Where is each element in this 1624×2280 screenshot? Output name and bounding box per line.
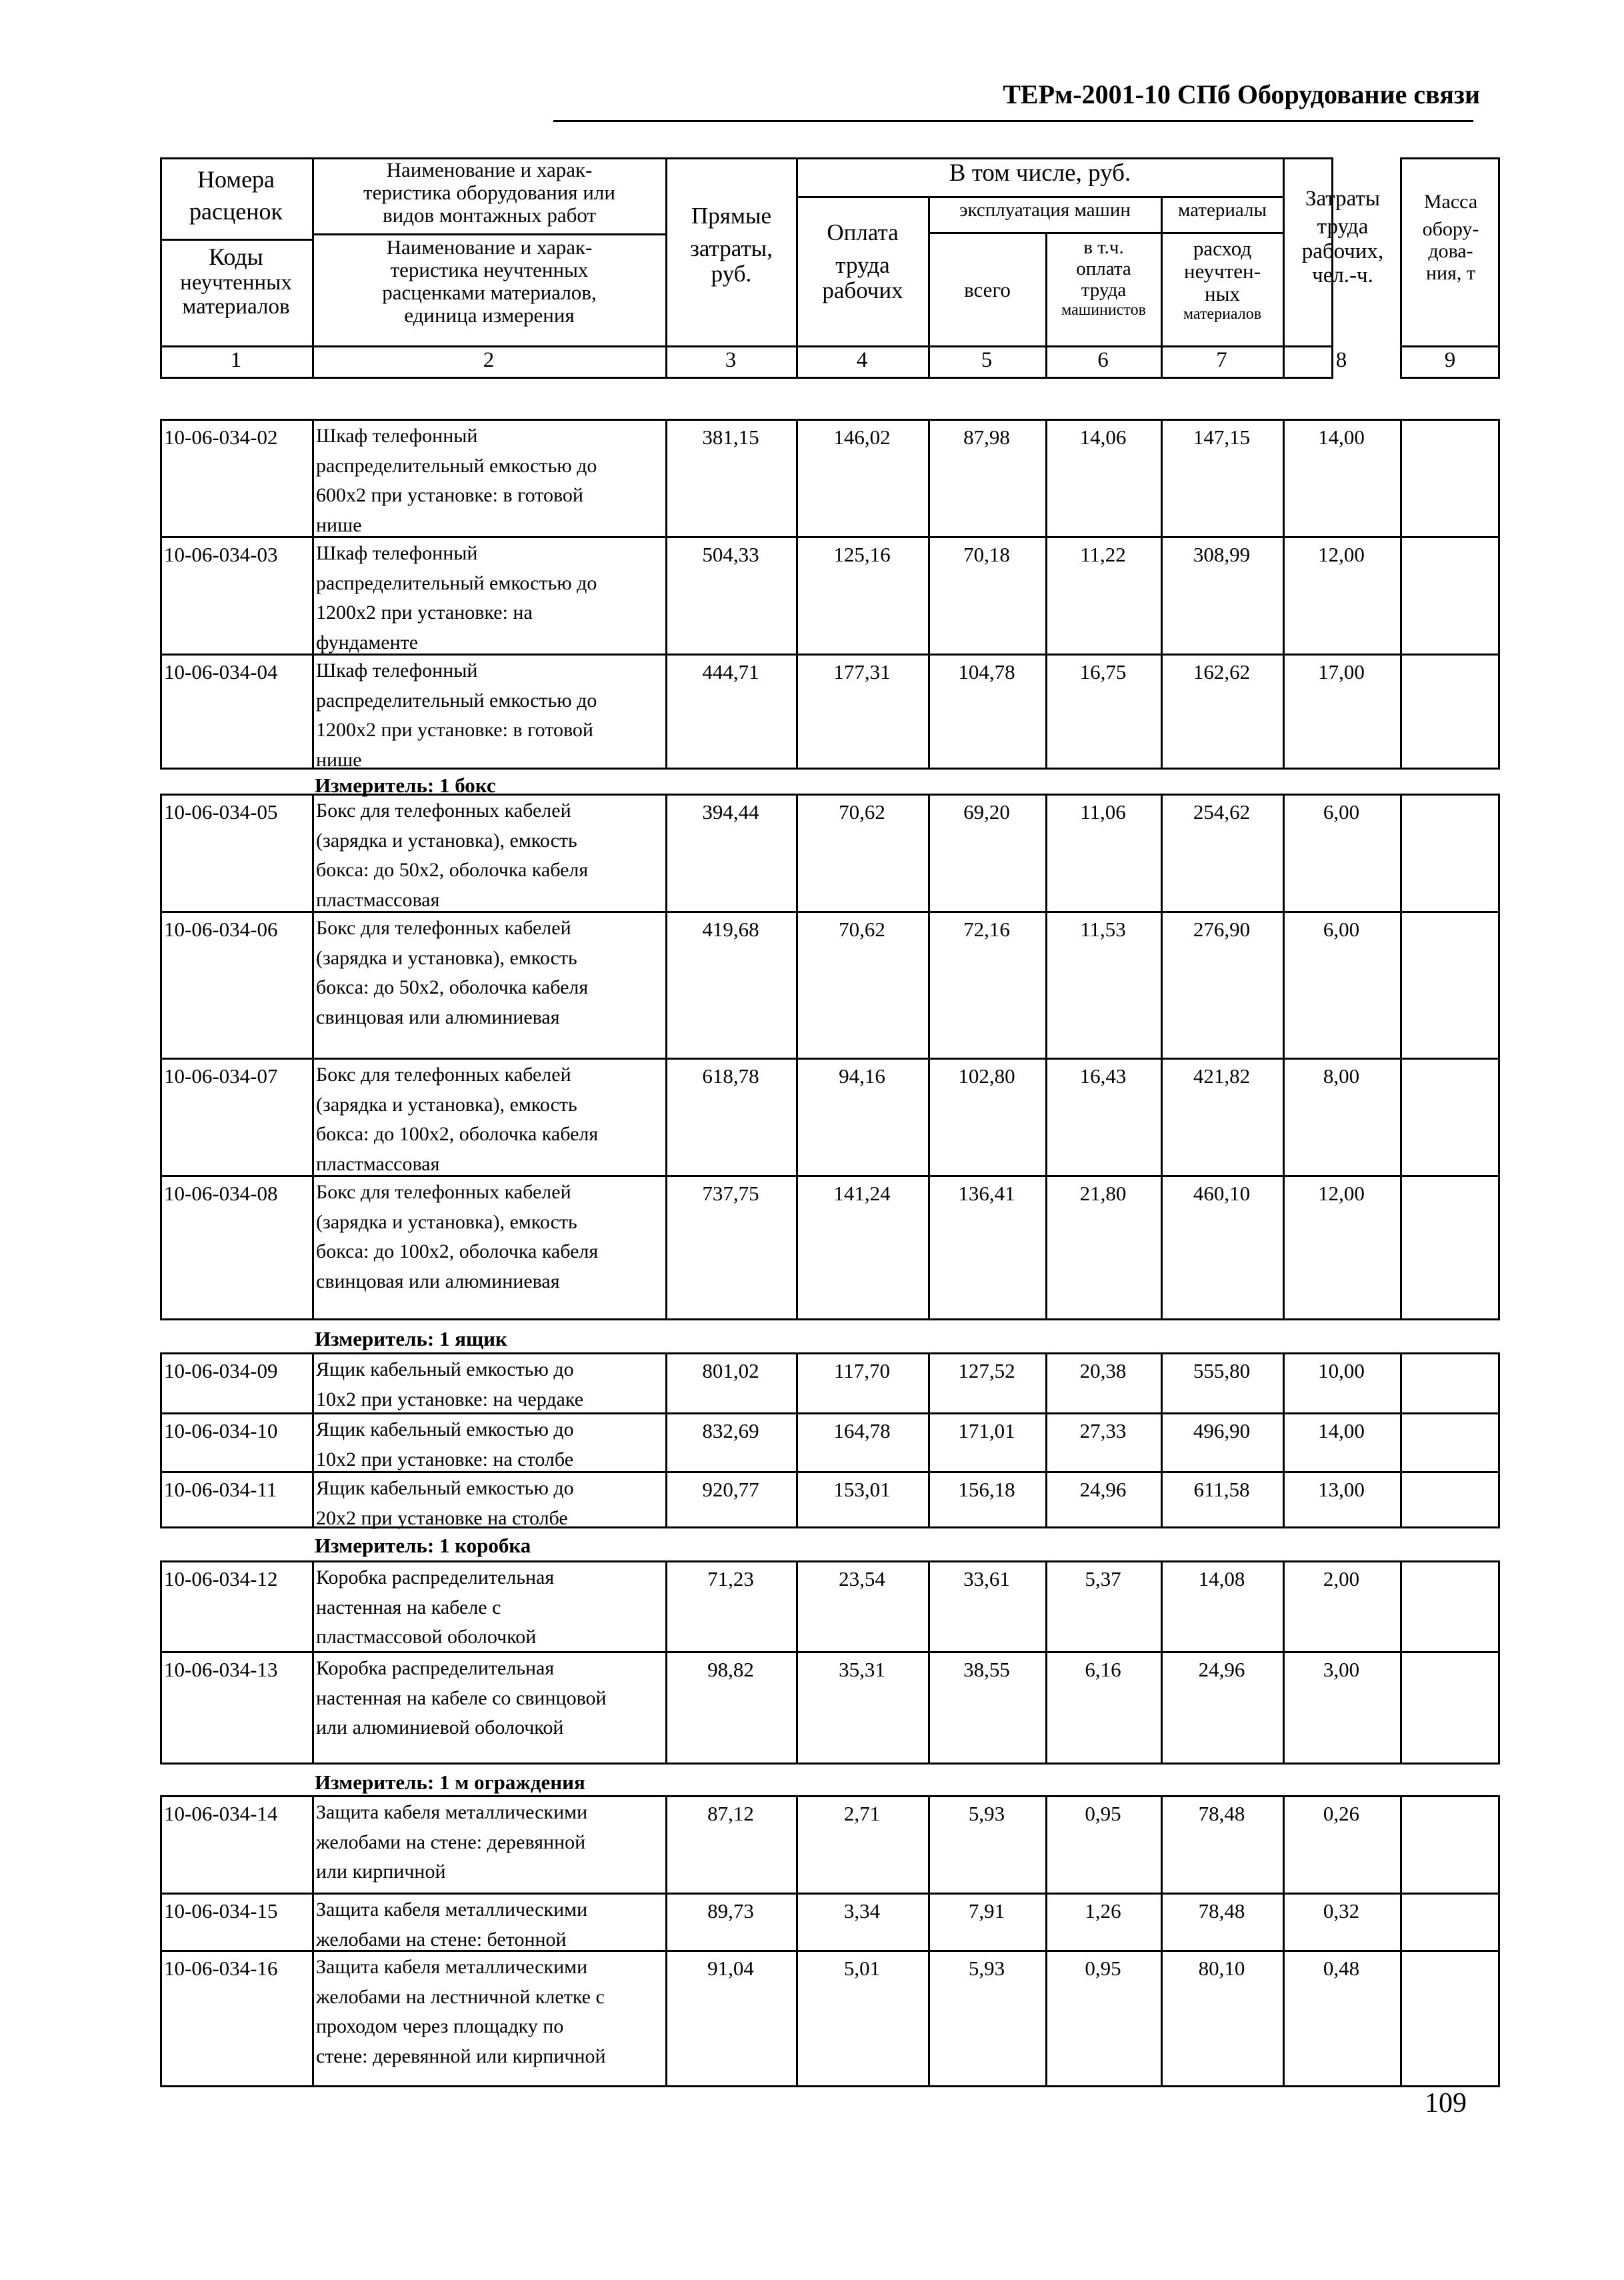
page-number: 109 (1425, 2088, 1467, 2119)
measure-label: Измеритель: 1 м ограждения (315, 1771, 585, 1794)
description-line: нише (316, 513, 362, 536)
divider (312, 794, 314, 1320)
rate-code: 10-06-034-09 (164, 1359, 278, 1382)
description-line: распределительный емкостью до (316, 689, 597, 712)
description-line: Бокс для телефонных кабелей (316, 917, 571, 939)
labor-hours: 12,00 (1318, 1182, 1365, 1205)
materials: 78,48 (1198, 1802, 1245, 1825)
divider (312, 1560, 314, 1765)
description-line: 1200х2 при установке: на (316, 602, 533, 624)
col-label: неучтен- (1184, 259, 1261, 283)
work-description (316, 421, 663, 540)
direct-cost: 87,12 (707, 1802, 754, 1825)
materials: 147,15 (1193, 425, 1251, 449)
labor-hours: 14,00 (1318, 1419, 1365, 1442)
divider (1400, 1560, 1402, 1765)
col-label: руб. (711, 261, 752, 287)
col-label: чел.-ч. (1312, 263, 1373, 287)
machinist-pay: 11,06 (1080, 800, 1126, 824)
labor-pay: 2,71 (843, 1802, 881, 1825)
description-line: Защита кабеля металлическими (316, 1956, 588, 1978)
divider (1400, 794, 1402, 1320)
machine-total: 5,93 (968, 1957, 1005, 1980)
description-line: 10х2 при установке: на чердаке (316, 1388, 584, 1410)
col-label: обору- (1422, 218, 1479, 240)
divider (1400, 345, 1500, 347)
machine-total: 72,16 (963, 918, 1010, 941)
rate-code: 10-06-034-05 (164, 800, 278, 824)
work-description (316, 1415, 663, 1474)
divider (796, 1795, 798, 2087)
description-line: Ящик кабельный емкостью до (316, 1477, 574, 1499)
col-label: расценок (189, 197, 283, 225)
rate-code: 10-06-034-07 (164, 1064, 278, 1088)
divider (312, 1352, 314, 1528)
work-description (316, 1654, 663, 1743)
divider (665, 1795, 667, 2087)
materials: 308,99 (1193, 543, 1251, 566)
divider (796, 419, 798, 770)
materials: 24,96 (1198, 1658, 1245, 1681)
col-label: теристика оборудования или (363, 181, 615, 205)
divider (1045, 419, 1047, 770)
rate-code: 10-06-034-16 (164, 1957, 278, 1980)
direct-cost: 444,71 (702, 660, 759, 684)
divider (928, 419, 930, 770)
col-label: ных (1205, 282, 1240, 306)
machine-total: 69,20 (963, 800, 1010, 824)
divider (665, 419, 667, 770)
labor-pay: 125,16 (833, 543, 891, 566)
machine-total: 38,55 (963, 1658, 1010, 1681)
divider (796, 794, 798, 1320)
labor-hours: 14,00 (1318, 425, 1365, 449)
machine-total: 156,18 (958, 1478, 1015, 1501)
divider (1400, 1795, 1402, 2087)
description-line: Коробка распределительная (316, 1566, 555, 1588)
work-description (316, 1060, 663, 1179)
description-line: пластмассовая (316, 888, 440, 911)
labor-pay: 70,62 (839, 800, 885, 824)
direct-cost: 504,33 (702, 543, 759, 566)
materials: 80,10 (1198, 1957, 1245, 1980)
work-description (316, 914, 663, 1032)
divider (1283, 419, 1285, 770)
col-label: рабочих, (1301, 239, 1384, 263)
description-line: Ящик кабельный емкостью до (316, 1358, 574, 1380)
divider (1283, 1795, 1285, 2087)
machine-total: 171,01 (958, 1419, 1015, 1442)
description-line: желобами на лестничной клетке с (316, 1985, 605, 2008)
description-line: бокса: до 50х2, оболочка кабеля (316, 859, 589, 881)
col-number: 1 (230, 348, 242, 372)
col-label: машинистов (1061, 301, 1146, 319)
description-line: 1200х2 при установке: в готовой (316, 719, 593, 741)
description-line: фундаменте (316, 631, 419, 654)
col-number: 2 (483, 348, 495, 372)
direct-cost: 89,73 (707, 1899, 754, 1923)
description-line: 20х2 при установке на столбе (316, 1506, 568, 1529)
divider (160, 239, 312, 241)
group-label: В том числе, руб. (949, 159, 1131, 187)
col-number: 6 (1097, 348, 1109, 372)
rate-code: 10-06-034-04 (164, 660, 278, 684)
col-label: оплата (1076, 257, 1131, 279)
labor-pay: 177,31 (833, 660, 891, 684)
labor-hours: 12,00 (1318, 543, 1365, 566)
description-line: бокса: до 100х2, оболочка кабеля (316, 1240, 599, 1262)
machine-total: 33,61 (963, 1567, 1010, 1590)
col-label: труда (1317, 215, 1369, 239)
direct-cost: 394,44 (702, 800, 759, 824)
rate-code: 10-06-034-15 (164, 1899, 278, 1923)
description-line: Бокс для телефонных кабелей (316, 1064, 571, 1086)
machinist-pay: 14,06 (1079, 425, 1127, 449)
col-label: расценками материалов, (382, 281, 597, 305)
work-description (316, 1798, 663, 1887)
measure-label: Измеритель: 1 коробка (315, 1534, 531, 1557)
description-line: Ящик кабельный емкостью до (316, 1418, 574, 1440)
col-label: расход (1193, 237, 1252, 260)
direct-cost: 618,78 (702, 1064, 759, 1088)
description-line: стене: деревянной или кирпичной (316, 2045, 606, 2067)
col-number: 9 (1444, 348, 1456, 372)
work-description (316, 1474, 663, 1533)
col4 (797, 220, 928, 304)
col6 (1047, 237, 1161, 319)
col-label: Прямые (691, 203, 772, 229)
labor-hours: 10,00 (1318, 1359, 1365, 1382)
direct-cost: 71,23 (707, 1567, 754, 1590)
machine-total: 102,80 (958, 1064, 1015, 1088)
direct-cost: 98,82 (707, 1658, 754, 1681)
description-line: или алюминиевой оболочкой (316, 1717, 564, 1739)
work-description (316, 1178, 663, 1296)
description-line: 10х2 при установке: на столбе (316, 1448, 574, 1470)
col-label: Масса (1423, 191, 1478, 213)
machinist-pay: 5,37 (1085, 1567, 1121, 1590)
direct-cost: 91,04 (707, 1957, 754, 1980)
description-line: или кирпичной (316, 1861, 446, 1883)
materials: 555,80 (1193, 1359, 1251, 1382)
materials: 162,62 (1193, 660, 1251, 684)
description-line: проходом через площадку по (316, 2015, 564, 2037)
direct-cost: 419,68 (702, 918, 759, 941)
labor-hours: 0,26 (1323, 1802, 1360, 1825)
col-label: Коды (209, 243, 263, 270)
description-line: (зарядка и установка), емкость (316, 829, 577, 852)
description-line: Бокс для телефонных кабелей (316, 1181, 571, 1203)
col-label: дова- (1428, 240, 1473, 262)
direct-cost: 920,77 (702, 1478, 759, 1501)
labor-pay: 3,34 (843, 1899, 881, 1923)
materials: 421,82 (1193, 1064, 1251, 1088)
divider (160, 1893, 1500, 1895)
description-line: распределительный емкостью до (316, 572, 597, 594)
rate-code: 10-06-034-13 (164, 1658, 278, 1681)
labor-pay: 70,62 (839, 918, 885, 941)
col-label: труда (835, 251, 890, 278)
description-line: Коробка распределительная (316, 1657, 555, 1679)
machine-total: 104,78 (958, 660, 1015, 684)
col2-bottom (313, 236, 665, 327)
machinist-pay: 11,53 (1080, 918, 1126, 941)
description-line: свинцовая или алюминиевая (316, 1006, 560, 1028)
col-number: 5 (981, 348, 993, 372)
labor-pay: 5,01 (843, 1957, 881, 1980)
machine-total: 70,18 (963, 543, 1010, 566)
rate-code: 10-06-034-10 (164, 1419, 278, 1442)
description-line: Бокс для телефонных кабелей (316, 800, 571, 822)
direct-cost: 737,75 (702, 1182, 759, 1205)
col5: всего (964, 278, 1011, 301)
col-label: затраты, (690, 235, 773, 261)
col8 (1285, 187, 1400, 287)
direct-cost: 381,15 (702, 425, 759, 449)
labor-hours: 13,00 (1318, 1478, 1365, 1501)
col2-top (313, 159, 665, 227)
description-line: пластмассовая (316, 1152, 440, 1175)
divider (1283, 794, 1285, 1320)
divider (1161, 1795, 1163, 2087)
work-description (316, 1563, 663, 1652)
col-label: ния, т (1425, 262, 1476, 284)
labor-hours: 8,00 (1323, 1064, 1360, 1088)
description-line: Шкаф телефонный (316, 660, 478, 682)
materials: 496,90 (1193, 1419, 1251, 1442)
col-label: Наименование и харак- (386, 235, 593, 259)
col-label: материалов (182, 294, 290, 319)
divider (160, 345, 1333, 347)
col-label: единица измерения (404, 303, 575, 327)
description-line: 600х2 при установке: в готовой (316, 484, 583, 506)
divider (1161, 794, 1163, 1320)
col7 (1162, 237, 1283, 323)
description-line: Защита кабеля металлическими (316, 1801, 588, 1823)
divider (665, 794, 667, 1320)
col-label: видов монтажных работ (382, 203, 597, 227)
materials: 14,08 (1198, 1567, 1245, 1590)
machinist-pay: 0,95 (1085, 1802, 1121, 1825)
machinist-pay: 21,80 (1079, 1182, 1127, 1205)
measure-label: Измеритель: 1 бокс (315, 774, 496, 797)
direct-cost: 801,02 (702, 1359, 759, 1382)
direct-cost: 832,69 (702, 1419, 759, 1442)
description-line: бокса: до 50х2, оболочка кабеля (316, 976, 589, 998)
col-label: Наименование и харак- (386, 158, 593, 181)
labor-pay: 35,31 (839, 1658, 885, 1681)
col-label: Номера (197, 166, 275, 193)
labor-hours: 0,48 (1323, 1957, 1360, 1980)
work-description (316, 796, 663, 915)
divider (160, 1058, 1500, 1060)
machinist-pay: 24,96 (1079, 1478, 1127, 1501)
work-description (316, 1895, 663, 1955)
labor-hours: 3,00 (1323, 1658, 1360, 1681)
machinist-pay: 16,43 (1079, 1064, 1127, 1088)
description-line: настенная на кабеле с (316, 1596, 501, 1618)
machinist-pay: 11,22 (1080, 543, 1126, 566)
col-number: 8 (1335, 348, 1347, 372)
labor-hours: 6,00 (1323, 918, 1360, 941)
machinist-pay: 6,16 (1085, 1658, 1121, 1681)
materials: 460,10 (1193, 1182, 1251, 1205)
col9 (1401, 191, 1500, 284)
machinist-pay: 16,75 (1079, 660, 1127, 684)
description-line: Защита кабеля металлическими (316, 1899, 588, 1921)
divider (928, 794, 930, 1320)
divider (1045, 1795, 1047, 2087)
rate-code: 10-06-034-12 (164, 1567, 278, 1590)
description-line: Шкаф телефонный (316, 542, 478, 564)
measure-label: Измеритель: 1 ящик (315, 1327, 507, 1350)
col-number: 3 (725, 348, 737, 372)
col-label: в т.ч. (1083, 237, 1124, 258)
description-line: (зарядка и установка), емкость (316, 1093, 577, 1116)
col1-top (160, 167, 312, 225)
labor-pay: 94,16 (839, 1064, 885, 1088)
exp-label: эксплуатация машин (959, 199, 1131, 221)
col-label: труда (1081, 279, 1127, 301)
divider (928, 1795, 930, 2087)
machine-total: 127,52 (958, 1359, 1015, 1382)
labor-pay: 146,02 (833, 425, 891, 449)
description-line: желобами на стене: бетонной (316, 1928, 567, 1951)
labor-pay: 117,70 (833, 1359, 891, 1382)
labor-hours: 2,00 (1323, 1567, 1360, 1590)
divider (1400, 419, 1402, 770)
description-line: Шкаф телефонный (316, 425, 478, 447)
mat-label: материалы (1178, 199, 1267, 221)
col1-bottom (160, 244, 312, 319)
divider (1400, 1352, 1402, 1528)
divider (312, 1795, 314, 2087)
machinist-pay: 1,26 (1085, 1899, 1121, 1923)
description-line: свинцовая или алюминиевая (316, 1270, 560, 1292)
rate-code: 10-06-034-06 (164, 918, 278, 941)
machinist-pay: 27,33 (1079, 1419, 1127, 1442)
rate-code: 10-06-034-02 (164, 425, 278, 449)
machine-total: 136,41 (958, 1182, 1015, 1205)
labor-pay: 153,01 (833, 1478, 891, 1501)
labor-pay: 164,78 (833, 1419, 891, 1442)
document-title: ТЕРм-2001-10 СПб Оборудование связи (1003, 79, 1480, 109)
labor-hours: 6,00 (1323, 800, 1360, 824)
labor-hours: 17,00 (1318, 660, 1365, 684)
divider (1161, 419, 1163, 770)
work-description (316, 656, 663, 775)
labor-pay: 23,54 (839, 1567, 885, 1590)
work-description (316, 539, 663, 658)
col-number: 7 (1216, 348, 1227, 372)
divider (312, 419, 314, 770)
labor-hours: 0,32 (1323, 1899, 1360, 1923)
col-label: Затраты (1305, 187, 1381, 211)
work-description (316, 1355, 663, 1414)
description-line: (зарядка и установка), емкость (316, 1210, 577, 1233)
divider (796, 196, 1283, 198)
col-label: неучтенных (180, 270, 292, 295)
machine-total: 5,93 (968, 1802, 1005, 1825)
description-line: желобами на стене: деревянной (316, 1831, 586, 1853)
rate-code: 10-06-034-03 (164, 543, 278, 566)
col-label: теристика неучтенных (390, 258, 589, 282)
labor-pay: 141,24 (833, 1182, 891, 1205)
materials: 276,90 (1193, 918, 1251, 941)
header-rule (553, 120, 1473, 122)
work-description (316, 1953, 663, 2071)
col-label: Оплата (827, 219, 899, 245)
materials: 254,62 (1193, 800, 1251, 824)
col-label: материалов (1183, 305, 1262, 323)
rate-code: 10-06-034-11 (164, 1478, 277, 1501)
description-line: пластмассовой оболочкой (316, 1626, 537, 1648)
description-line: бокса: до 100х2, оболочка кабеля (316, 1123, 599, 1145)
machine-total: 87,98 (963, 425, 1010, 449)
description-line: (зарядка и установка), емкость (316, 946, 577, 969)
col-label: рабочих (822, 277, 903, 303)
machinist-pay: 0,95 (1085, 1957, 1121, 1980)
description-line: настенная на кабеле со свинцовой (316, 1686, 607, 1709)
col-number: 4 (856, 348, 868, 372)
materials: 78,48 (1198, 1899, 1245, 1923)
description-line: нише (316, 748, 362, 771)
col3 (667, 203, 796, 287)
divider (928, 232, 1283, 234)
machine-total: 7,91 (968, 1899, 1005, 1923)
description-line: распределительный емкостью до (316, 454, 597, 477)
rate-code: 10-06-034-14 (164, 1802, 278, 1825)
machinist-pay: 20,38 (1079, 1359, 1127, 1382)
rate-code: 10-06-034-08 (164, 1182, 278, 1205)
divider (1045, 794, 1047, 1320)
materials: 611,58 (1193, 1478, 1250, 1501)
